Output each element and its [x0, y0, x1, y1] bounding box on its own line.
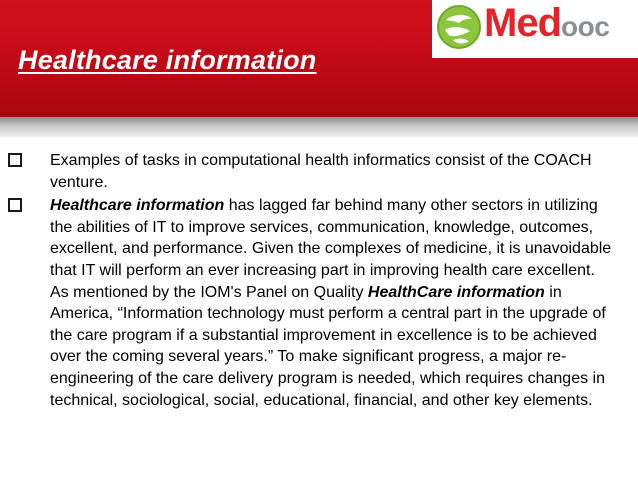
logo-wordmark	[484, 3, 609, 43]
logo-text-sub: ooc	[561, 11, 610, 42]
checkbox-bullet-icon	[8, 198, 22, 212]
slide-title: Healthcare information	[18, 45, 317, 75]
slide-body	[8, 150, 612, 413]
bullet-item	[8, 150, 612, 193]
header-divider-strip	[0, 117, 638, 137]
bullet-item	[8, 195, 612, 411]
logo	[432, 0, 638, 58]
logo-text-main: Med	[484, 1, 561, 45]
bullet-text-part-2: in America, “Information technology must perform a central part in the upgrade of the care program if a substantial improvement in excellence is to be achieved over the coming several years.” To make significant progress, a major re-engineering of the care delivery program is needed, which requires changes in technical, sociological, social, educational, financial, and other key elements.	[50, 283, 606, 409]
checkbox-bullet-icon	[8, 153, 22, 167]
bullet-lead-emphasis: Healthcare information	[50, 197, 225, 215]
bullet-text: Examples of tasks in computational health informatics consist of the COACH venture.	[50, 152, 592, 191]
bullet-text-part-1: has lagged far behind many other sectors in utilizing the abilities of IT to improve services, communication, knowledge, outcomes, excellent, and performance. Given the complexes of medicine, it is unavoidable that IT will perform an ever increasing part in improving health care excellent. As mentioned by the IOM's Panel on Quality	[50, 197, 612, 301]
bullet-inline-emphasis: HealthCare information	[367, 283, 545, 301]
green-globe-icon	[436, 4, 482, 50]
slide-header	[0, 0, 638, 117]
